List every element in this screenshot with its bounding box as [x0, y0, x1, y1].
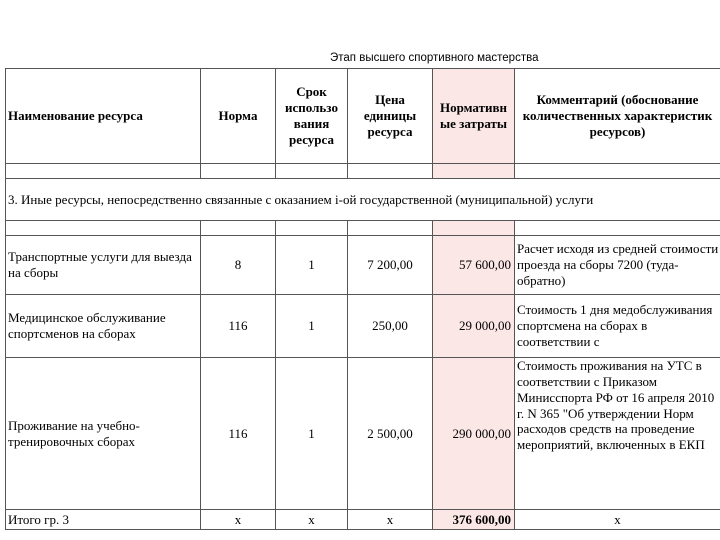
row-total: 57 600,00	[433, 236, 515, 295]
resource-table	[5, 68, 720, 530]
row-norm: 8	[201, 236, 276, 295]
row-total: 290 000,00	[433, 358, 515, 510]
row-name: Транспортные услуги для выезда на сборы	[6, 236, 201, 295]
table-row	[6, 236, 720, 295]
total-comment: x	[515, 510, 720, 530]
row-term: 1	[276, 236, 348, 295]
row-total: 29 000,00	[433, 295, 515, 358]
row-term: 1	[276, 358, 348, 510]
header-price: Цена единицы ресурса	[348, 69, 433, 164]
spacer-row	[6, 221, 720, 236]
header-name: Наименование ресурса	[6, 69, 201, 164]
spacer-row	[6, 164, 720, 179]
total-name: Итого гр. 3	[6, 510, 201, 530]
total-term: x	[276, 510, 348, 530]
total-price: x	[348, 510, 433, 530]
section-title: 3. Иные ресурсы, непосредственно связанные с оказанием i-ой государственной (муниципальной) услуги	[6, 179, 720, 221]
section-row	[6, 179, 720, 221]
header-normative: Нормативн ые затраты	[433, 69, 515, 164]
row-comment: Стоимость 1 дня медобслуживания спортсмена на сборах в соответствии с	[515, 295, 720, 358]
total-row	[6, 510, 720, 530]
stage-title: Этап высшего спортивного мастерства	[330, 52, 539, 64]
table-row	[6, 295, 720, 358]
row-norm: 116	[201, 358, 276, 510]
header-row	[6, 69, 720, 164]
header-comment: Комментарий (обоснование количественных характеристик ресурсов)	[515, 69, 720, 164]
row-price: 250,00	[348, 295, 433, 358]
table-row	[6, 358, 720, 510]
header-norm: Норма	[201, 69, 276, 164]
header-term: Срок использо вания ресурса	[276, 69, 348, 164]
row-price: 2 500,00	[348, 358, 433, 510]
row-name: Проживание на учебно-тренировочных сборах	[6, 358, 201, 510]
row-price: 7 200,00	[348, 236, 433, 295]
row-term: 1	[276, 295, 348, 358]
row-name: Медицинское обслуживание спортсменов на сборах	[6, 295, 201, 358]
total-norm: x	[201, 510, 276, 530]
row-comment: Стоимость проживания на УТС в соответствии с Приказом Минисспорта РФ от 16 апреля 2010 г. N 365 "Об утверждении Норм расходов средств на проведение мероприятий, включенных в ЕКП	[515, 358, 720, 510]
row-comment: Расчет исходя из средней стоимости проезда на сборы 7200 (туда-обратно)	[515, 236, 720, 295]
total-sum: 376 600,00	[433, 510, 515, 530]
row-norm: 116	[201, 295, 276, 358]
